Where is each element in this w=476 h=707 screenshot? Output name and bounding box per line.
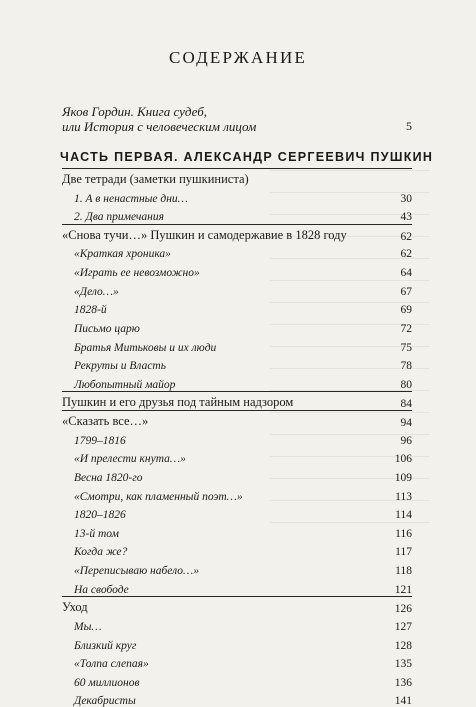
intro-line-2: или История с человеческим лицом (62, 119, 257, 134)
toc-entry-title: Когда же? (74, 546, 128, 559)
toc-subentry (74, 354, 412, 372)
toc-entry-title: На свободе (74, 583, 129, 596)
toc-page-number: 75 (400, 341, 412, 354)
toc-page-number: 62 (400, 230, 412, 243)
toc-page-number: 128 (394, 639, 412, 652)
toc-entry-title: 1820–1826 (74, 509, 126, 522)
toc-page-number: 69 (400, 304, 412, 317)
toc-subentry (74, 485, 412, 503)
toc-section (62, 391, 412, 410)
toc-page-number: 116 (395, 527, 412, 540)
toc-page-number: 62 (400, 248, 412, 261)
toc-entry-title: Любопытный майор (74, 378, 176, 391)
toc-entry-title: 1. А в ненастные дни… (74, 192, 188, 205)
toc-entry-title: Мы… (74, 620, 102, 633)
toc-entry-title: Декабристы (74, 695, 136, 707)
toc-subentry (74, 429, 412, 447)
toc-page-number: 114 (395, 509, 412, 522)
toc-subentry (74, 466, 412, 484)
toc-subentry (74, 447, 412, 465)
toc-page-number: 121 (394, 583, 412, 596)
toc-subentry (74, 298, 412, 316)
intro-page-number: 5 (406, 119, 412, 133)
toc-page-number: 126 (394, 603, 412, 616)
toc-entry-title: Братья Митьковы и их люди (74, 341, 217, 354)
toc-page-number: 64 (400, 267, 412, 280)
toc-page-number: 106 (394, 453, 412, 466)
toc-page-number: 96 (400, 434, 412, 447)
toc-entry-title: Письмо царю (74, 322, 140, 335)
toc-entry-title: «Снова тучи…» Пушкин и самодержавие в 1828 году (62, 227, 347, 242)
toc-subentry (74, 559, 412, 577)
toc-page-number: 118 (395, 565, 412, 578)
toc-entry-title: «Смотри, как пламенный поэт…» (74, 490, 243, 503)
toc-subentry (74, 652, 412, 670)
toc-subentry (74, 261, 412, 279)
toc-entry-title: «Сказать все…» (62, 414, 149, 429)
toc-entry-title: «Переписываю набело…» (74, 565, 199, 578)
toc-entry-title: «Дело…» (74, 285, 119, 298)
toc-entry-title: «Играть ее невозможно» (74, 267, 200, 280)
toc-subentry (74, 615, 412, 633)
toc-page-number: 84 (400, 398, 412, 411)
intro-line-1: Яков Гордин. Книга судеб, (62, 104, 208, 119)
toc-subentry (74, 280, 412, 298)
part-heading: ЧАСТЬ ПЕРВАЯ. АЛЕКСАНДР СЕРГЕЕВИЧ ПУШКИН (60, 150, 434, 164)
toc-page-number: 117 (395, 546, 412, 559)
toc-entry-title: 2. Два примечания (74, 211, 164, 224)
toc-subentry (74, 373, 412, 391)
toc-page-number: 43 (400, 211, 412, 224)
toc-section (62, 224, 412, 243)
toc-page-number: 67 (400, 285, 412, 298)
toc-entry-title: Две тетради (заметки пушкиниста) (62, 172, 249, 186)
toc-subentry (74, 205, 412, 223)
toc-entry-title: «Толпа слепая» (74, 658, 149, 671)
toc-entry-title: 1828-й (74, 304, 107, 317)
toc-subentry (74, 336, 412, 354)
toc-subentry (74, 242, 412, 260)
toc-page-number: 136 (394, 676, 412, 689)
toc-entry-title: 60 миллионов (74, 676, 140, 689)
toc-subentry (74, 522, 412, 540)
toc-page-number: 127 (394, 620, 412, 633)
toc-section (62, 168, 412, 187)
toc-page-number: 30 (400, 192, 412, 205)
toc-entry-title: Близкий круг (74, 639, 137, 652)
toc-page-number: 72 (400, 322, 412, 335)
toc-page-number: 113 (395, 490, 412, 503)
toc-entry-title: 1799–1816 (74, 434, 126, 447)
toc-entry-title: 13-й том (74, 527, 119, 540)
toc-entry-title: «И прелести кнута…» (74, 453, 186, 466)
toc-entry-title: Пушкин и его друзья под тайным надзором (62, 395, 294, 410)
toc-section (62, 596, 412, 615)
toc-subentry (74, 540, 412, 558)
toc-entry-title: Рекруты и Власть (74, 360, 166, 373)
toc-page-number: 80 (400, 378, 412, 391)
toc-subentry (74, 503, 412, 521)
toc-page-number: 141 (394, 695, 412, 707)
intro-entry (62, 104, 376, 134)
toc-subentry (74, 317, 412, 335)
toc-subentry (74, 187, 412, 205)
toc-entry-title: «Краткая хроника» (74, 248, 171, 261)
toc-entry-title: Весна 1820-го (74, 471, 143, 484)
toc-page-number: 78 (400, 360, 412, 373)
toc-subentry (74, 634, 412, 652)
page-title: СОДЕРЖАНИЕ (168, 48, 308, 67)
toc-entry-title: Уход (62, 600, 88, 615)
toc-subentry (74, 578, 412, 596)
toc-subentry (74, 689, 412, 707)
toc-page-number: 109 (394, 471, 412, 484)
toc-subentry (74, 671, 412, 689)
toc-page-number: 135 (394, 658, 412, 671)
toc-page-number: 94 (400, 417, 412, 430)
toc-section (62, 410, 412, 429)
